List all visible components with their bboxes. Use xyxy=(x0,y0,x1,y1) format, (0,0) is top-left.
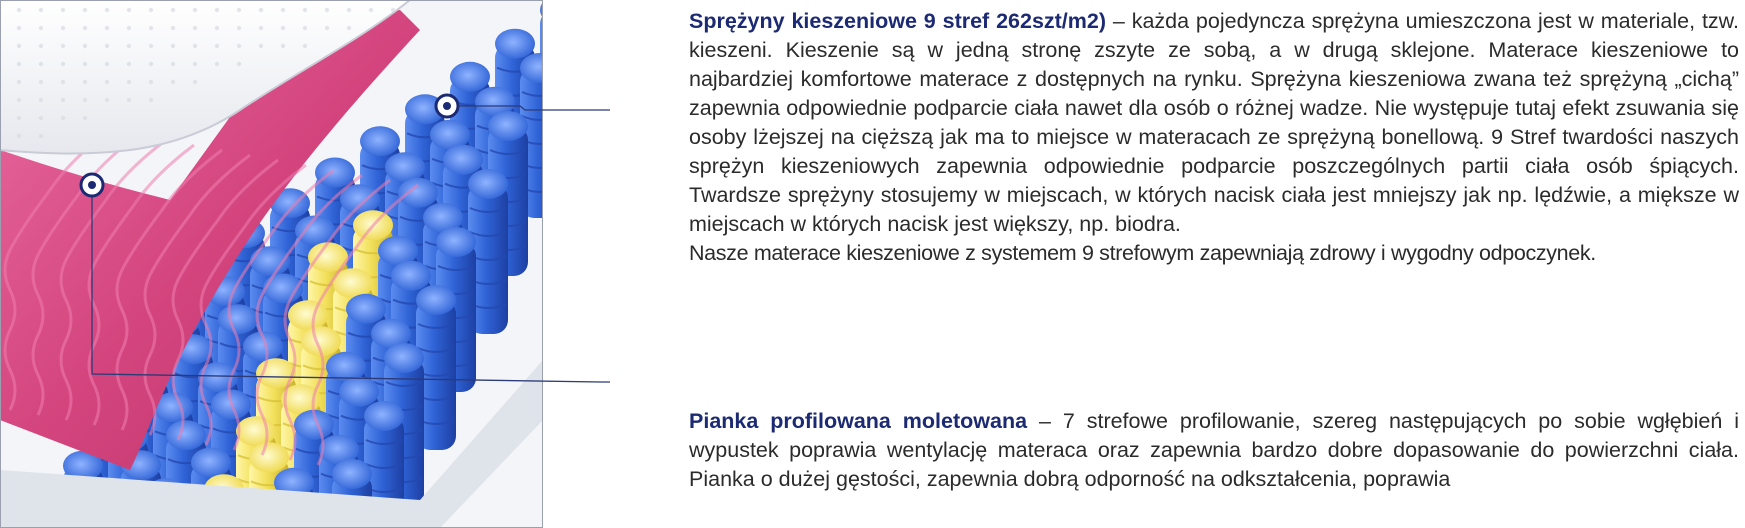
profiled-foam-body: 7 strefowe profilowanie, szereg następujących po sobie wgłębień i wypustek poprawia wentylację materaca oraz zapewnia bardzo dobre dopasowanie do powierzchni ciała. Pianka o dużej gęstości, zapewnia dobrą odporność na odkształcenia, poprawia xyxy=(689,409,1740,491)
pocket-springs-heading: Sprężyny kieszeniowe 9 stref 262szt/m2) xyxy=(689,9,1107,33)
pocket-springs-description xyxy=(689,7,1739,268)
profiled-foam-dash: – xyxy=(1027,409,1063,433)
springs-callout-marker xyxy=(436,95,458,117)
pocket-springs-body: każda pojedyncza sprężyna umieszczona jest w materiale, tzw. kieszeni. Kieszenie są w jedną stronę zszyte ze sobą, a w drugą sklejone. Materace kieszeniowe to najbardziej komfortowe materace z dostępnych na rynku. Sprężyna kieszeniowa zwana też sprężyną „cichą” zapewnia odpowiednie podparcie ciała nawet dla osób o różnej wadze. Nie występuje tutaj efekt zsuwania się osoby lżejszej na cięższą jak ma to miejsce w materacach ze sprężyną bonellową. 9 Stref twardości naszych sprężyn kieszeniowych zapewnia odpowiednie podparcie poszczególnych partii ciała osób śpiących. Twardsze sprężyny stosujemy w miejscach, w których nacisk ciała jest mniejszy jak np. lędźwie, a miększe w miejscach w których nacisk jest większy, np. biodra. xyxy=(689,9,1739,236)
foam-callout-marker xyxy=(81,174,103,196)
mattress-cross-section-illustration xyxy=(0,0,610,528)
pocket-springs-dash: – xyxy=(1106,9,1132,33)
profiled-foam-description xyxy=(689,407,1739,494)
profiled-foam-heading: Pianka profilowana moletowana xyxy=(689,409,1028,433)
blue-pocket-spring xyxy=(540,0,580,160)
pocket-springs-summary: Nasze materace kieszeniowe z systemem 9 strefowym zapewniają zdrowy i wygodny odpoczynek. xyxy=(689,241,1596,265)
